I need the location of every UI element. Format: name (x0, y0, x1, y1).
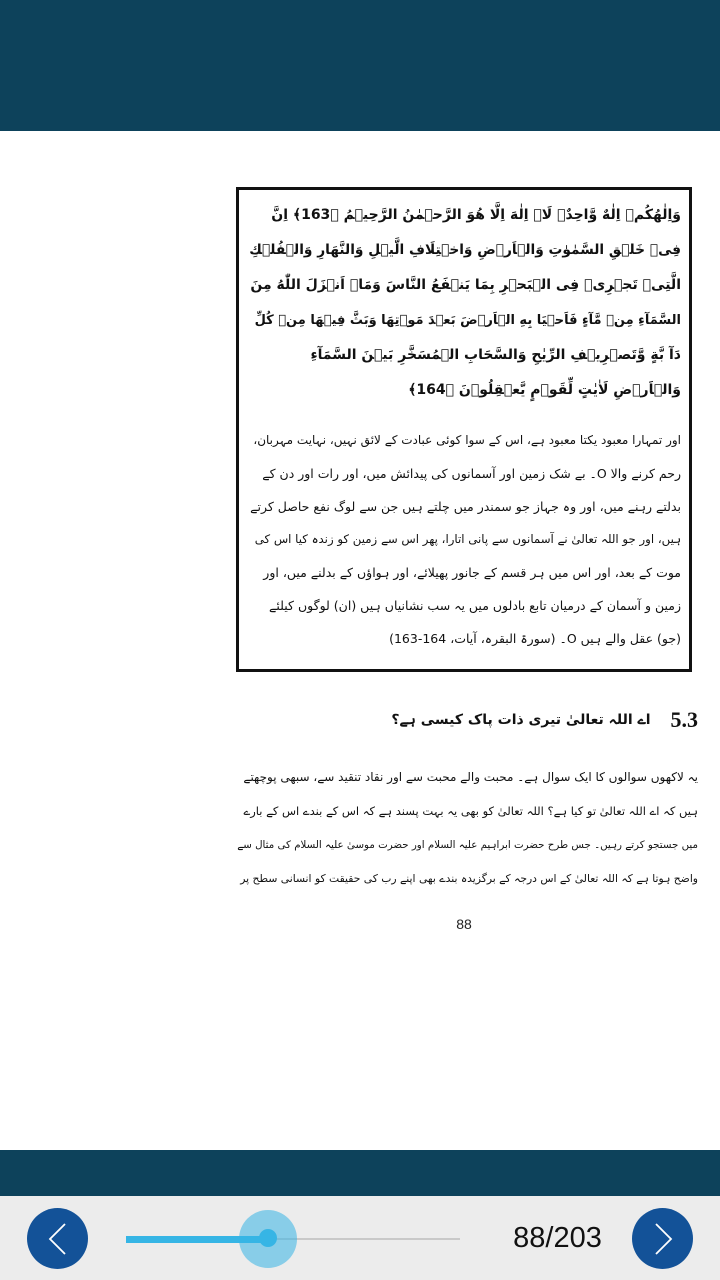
body-line: میں جستجو کرتے رہیں۔ جس طرح حضرت ابراہیم علیہ السلام اور حضرت موسیٰ علیہ السلام کی مثال سے (237, 839, 698, 851)
translation-line: موت کے بعد، اور اس میں ہر قسم کے جانور پھیلائے، اور ہواؤں کے بدلنے میں، اور (263, 565, 681, 580)
arabic-line: الَّتِىۡ تَجۡرِىۡ فِى الۡبَحۡرِ بِمَا يَنۡفَعُ النَّاسَ وَمَاۤ اَنۡزَلَ اللّٰهُ مِنَ (250, 277, 681, 293)
section-number: 5.3 (670, 707, 698, 732)
arabic-line: فِىۡ خَلۡقِ السَّمٰوٰتِ وَالۡاَرۡضِ وَاخۡتِلَافِ الَّيۡلِ وَالنَّهَارِ وَالۡفُلۡكِ (249, 242, 681, 258)
top-app-bar (0, 0, 720, 131)
body-line: ہیں کہ اے اللہ تعالیٰ تو کیا ہے؟ اللہ تعالیٰ کو بھی یہ بہت پسند ہے کہ اس کے بندے اس کے بارے (243, 804, 698, 818)
reader-controls (0, 1196, 720, 1280)
translation-line: اور تمہارا معبود یکتا معبود ہے، اس کے سوا کوئی عبادت کے لائق نہیں، نہایت مہربان، (253, 433, 681, 447)
section-title: اے اللہ تعالیٰ تیری ذات پاک کیسی ہے؟ (391, 712, 651, 728)
arabic-line: وَاِلٰهُكُمۡ اِلٰهٌ وَّاحِدٌ‌ۚ لَاۤ اِلٰهَ اِلَّا هُوَ الرَّحۡمٰنُ الرَّحِيۡمُ ﴿163﴾ اِنَّ (271, 207, 681, 223)
translation-line: (جو) عقل والے ہیں O۔ (سورۃ البقرہ، آیات، 164-163) (389, 631, 681, 646)
translation-line: رحم کرنے والا O۔ بے شک زمین اور آسمانوں کی پیدائش میں، اور رات اور دن کے (262, 466, 681, 481)
arabic-line: وَالۡاَرۡضِ لَاٰيٰتٍ لِّقَوۡمٍ يَّعۡقِلُوۡنَ ﴿164﴾ (408, 382, 681, 398)
next-page-button[interactable] (632, 1208, 693, 1269)
body-line: یہ لاکھوں سوالوں کا ایک سوال ہے۔ محبت والے محبت سے اور نقاد تنقید سے، سبھی پوچھتے (243, 770, 698, 784)
chevron-left-icon (46, 1222, 70, 1256)
urdu-translation (247, 424, 681, 655)
translation-line: زمین و آسمان کے درمیان تابع بادلوں میں یہ سب نشانیاں ہیں (ان) لوگوں کیلئے (269, 598, 681, 613)
translation-line: ہیں، اور جو اللہ تعالیٰ نے آسمانوں سے پانی اتارا، پھر اس سے زمین کو زندہ کیا اس کی (254, 532, 681, 546)
page-counter: 88/203 (513, 1222, 602, 1254)
translation-line: بدلتے رہنے میں، اور وہ جہاز جو سمندر میں چلتے ہیں جن سے لوگ نفع حاصل کرتے (250, 499, 681, 514)
slider-thumb[interactable] (259, 1229, 277, 1247)
bottom-bar (0, 1150, 720, 1196)
body-line: واضح ہوتا ہے کہ اللہ تعالیٰ کے اس درجہ کے برگزیدہ بندے بھی اپنے رب کی حقیقت کو انسانی سطح پر (240, 872, 698, 885)
arabic-line: السَّمَآءِ مِنۡ مَّآءٍ فَاَحۡيَا بِهِ الۡاَرۡضَ بَعۡدَ مَوۡتِهَا وَبَثَّ فِيۡهَا مِنۡ كُلِّ (254, 313, 681, 328)
page-number: 88 (456, 916, 472, 932)
chevron-right-icon (651, 1222, 675, 1256)
page-slider[interactable] (126, 1238, 460, 1240)
body-paragraph (236, 760, 698, 896)
arabic-line: دَآ بَّةٍ وَّتَصۡرِيۡفِ الرِّيٰحِ وَالسَّحَابِ الۡمُسَخَّرِ بَيۡنَ السَّمَآءِ (310, 347, 681, 363)
arabic-verse (247, 198, 681, 408)
verse-box (236, 187, 692, 672)
previous-page-button[interactable] (27, 1208, 88, 1269)
book-page (236, 187, 698, 1147)
section-heading (236, 700, 698, 740)
